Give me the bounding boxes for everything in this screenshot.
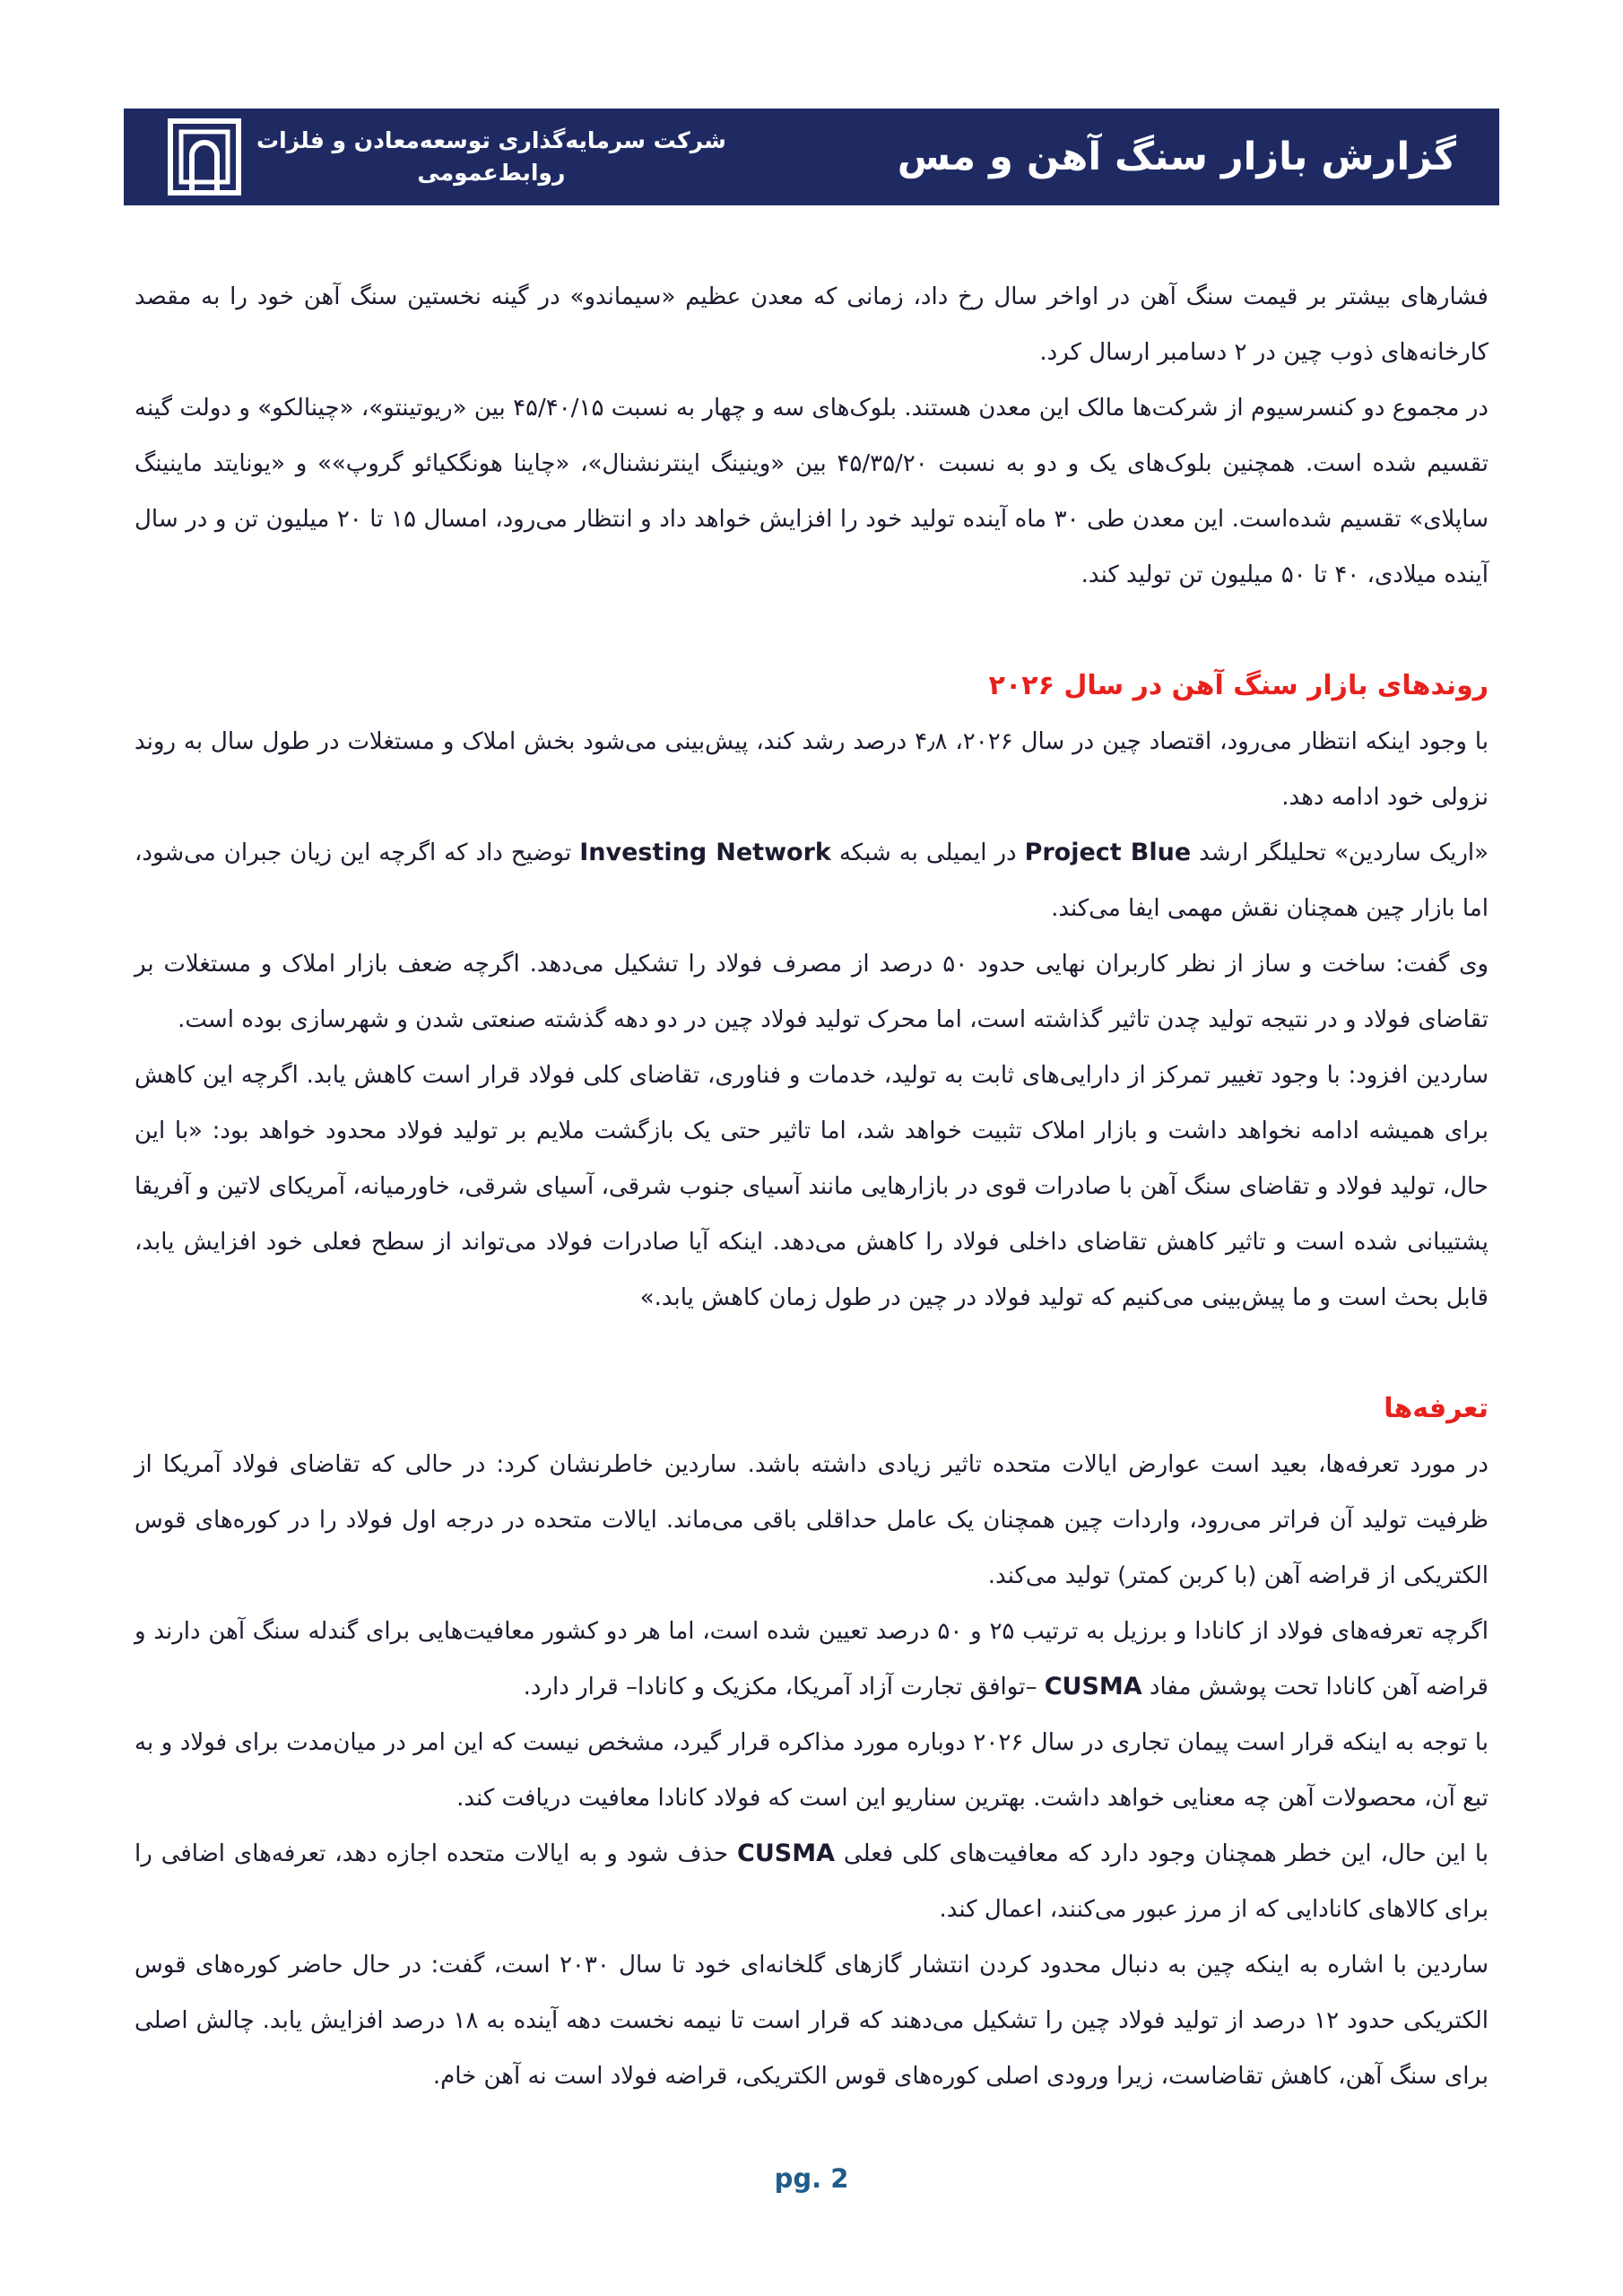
company-logo-icon xyxy=(167,116,242,198)
body-paragraph: ساردین افزود: با وجود تغییر تمرکز از دارایی‌های ثابت به تولید، خدمات و فناوری، تقاضای کلی فولاد قرار است کاهش یابد. اگرچه این کاهش برای همیشه ادامه نخواهد داشت و بازار املاک تثبیت خواهد شد، اما تاثیر حتی یک بازگشت ملایم بر تولید فولاد محدود خواهد بود: «با این حال، تولید فولاد و تقاضای سنگ آهن با صادرات قوی در بازارهایی مانند آسیای جنوب شرقی، آسیای شرقی، خاورمیانه، آمریکای لاتین و آفریقا پشتیبانی شده است و تاثیر کاهش تقاضای داخلی فولاد را کاهش می‌دهد. اینکه آیا صادرات فولاد می‌تواند از سطح فعلی خود افزایش یابد، قابل بحث است و ما پیش‌بینی می‌کنیم که تولید فولاد در چین در طول زمان کاهش یابد.» xyxy=(135,1062,1488,1311)
page-number: pg. 2 xyxy=(774,2163,849,2194)
latin-term: Investing Network xyxy=(579,839,831,866)
body-paragraph: فشارهای بیشتر بر قیمت سنگ آهن در اواخر سال رخ داد، زمانی که معدن عظیم «سیماندو» در گینه نخستین سنگ آهن خود را به مقصد کارخانه‌های ذوب چین در ۲ دسامبر ارسال کرد. xyxy=(135,283,1488,366)
latin-term: CUSMA xyxy=(737,1839,835,1867)
company-block xyxy=(167,116,726,198)
section-heading: تعرفه‌ها xyxy=(1384,1393,1488,1424)
latin-term: Project Blue xyxy=(1024,839,1192,866)
body-paragraph: با این حال، این خطر همچنان وجود دارد که معافیت‌های کلی فعلی CUSMA حذف شود و به ایالات متحده اجازه دهد، تعرفه‌های اضافی را برای کالاهای کانادایی که از مرز عبور می‌کنند، اعمال کند. xyxy=(135,1839,1488,1923)
body-paragraph: ساردین با اشاره به اینکه چین به دنبال محدود کردن انتشار گازهای گلخانه‌ای خود تا سال ۲۰۳۰ است، گفت: در حال حاضر کوره‌های قوس الکتریکی حدود ۱۲ درصد از تولید فولاد چین را تشکیل می‌دهند که قرار است تا نیمه نخست دهه آینده به ۱۸ درصد افزایش یابد. چالش اصلی برای سنگ آهن، کاهش تقاضاست، زیرا ورودی اصلی کوره‌های قوس الکتریکی، قراضه فولاد است نه آهن خام. xyxy=(135,1952,1489,2090)
body-paragraph: وی گفت: ساخت و ساز از نظر کاربران نهایی حدود ۵۰ درصد از مصرف فولاد را تشکیل می‌دهد. اگرچه ضعف بازار املاک و مستغلات بر تقاضای فولاد و در نتیجه تولید چدن تاثیر گذاشته است، اما محرک تولید فولاد چین در دو دهه گذشته صنعتی شدن و شهرسازی بوده است. xyxy=(135,951,1489,1033)
body-paragraph: اگرچه تعرفه‌های فولاد از کانادا و برزیل به ترتیب ۲۵ و ۵۰ درصد تعیین شده است، اما هر دو کشور معافیت‌هایی برای گندله سنگ آهن دارند و قراضه آهن کانادا تحت پوشش مفاد CUSMA –توافق تجارت آزاد آمریکا، مکزیک و کانادا– قرار دارد. xyxy=(135,1618,1488,1700)
company-name-line2: روابط‌عمومی xyxy=(417,160,566,186)
body-paragraph: با وجود اینکه انتظار می‌رود، اقتصاد چین در سال ۲۰۲۶، ۴٫۸ درصد رشد کند، پیش‌بینی می‌شود بخش املاک و مستغلات در طول سال به روند نزولی خود ادامه دهد. xyxy=(135,728,1488,811)
document-content xyxy=(135,269,1488,2104)
page-footer xyxy=(0,2163,1623,2194)
body-paragraph: «اریک ساردین» تحلیلگر ارشد Project Blue در ایمیلی به شبکه Investing Network توضیح داد که اگرچه این زیان جبران می‌شود، اما بازار چین همچنان نقش مهمی ایفا می‌کند. xyxy=(135,839,1489,922)
section-heading: روندهای بازار سنگ آهن در سال ۲۰۲۶ xyxy=(988,670,1488,701)
company-name-line1: شرکت سرمایه‌گذاری توسعه‌معادن و فلزات xyxy=(256,126,726,153)
company-name xyxy=(256,125,726,190)
body-paragraph: با توجه به اینکه قرار است پیمان تجاری در سال ۲۰۲۶ دوباره مورد مذاکره قرار گیرد، مشخص نیست که این امر در میان‌مدت برای فولاد و به تبع آن، محصولات آهن چه معنایی خواهد داشت. بهترین سناریو این است که فولاد کانادا معافیت دریافت کند. xyxy=(135,1729,1488,1812)
body-paragraph: در مجموع دو کنسرسیوم از شرکت‌ها مالک این معدن هستند. بلوک‌های سه و چهار به نسبت ۴۵/۴۰/۱۵ بین «ریوتینتو»، «چینالکو» و دولت گینه تقسیم شده است. همچنین بلوک‌های یک و دو به نسبت ۴۵/۳۵/۲۰ بین «وینینگ اینترنشنال»، «چاینا هونگکیائو گروپ»» و «یونایتد ماینینگ ساپلای» تقسیم شده‌است. این معدن طی ۳۰ ماه آینده تولید خود را افزایش خواهد داد و انتظار می‌رود، امسال ۱۵ تا ۲۰ میلیون تن و در سال آینده میلادی، ۴۰ تا ۵۰ میلیون تن تولید کند. xyxy=(135,395,1488,588)
latin-term: CUSMA xyxy=(1044,1673,1142,1700)
body-paragraph: در مورد تعرفه‌ها، بعید است عوارض ایالات متحده تاثیر زیادی داشته باشد. ساردین خاطرنشان کرد: در حالی که تقاضای فولاد آمریکا از ظرفیت تولید آن فراتر می‌رود، واردات چین همچنان یک عامل حداقلی باقی می‌ماند. ایالات متحده در درجه اول فولاد را در کوره‌های قوس الکتریکی از قراضه آهن (با کربن کمتر) تولید می‌کند. xyxy=(135,1451,1488,1589)
report-header-bar xyxy=(124,109,1499,205)
report-title: گزارش بازار سنگ آهن و مس xyxy=(897,135,1456,179)
